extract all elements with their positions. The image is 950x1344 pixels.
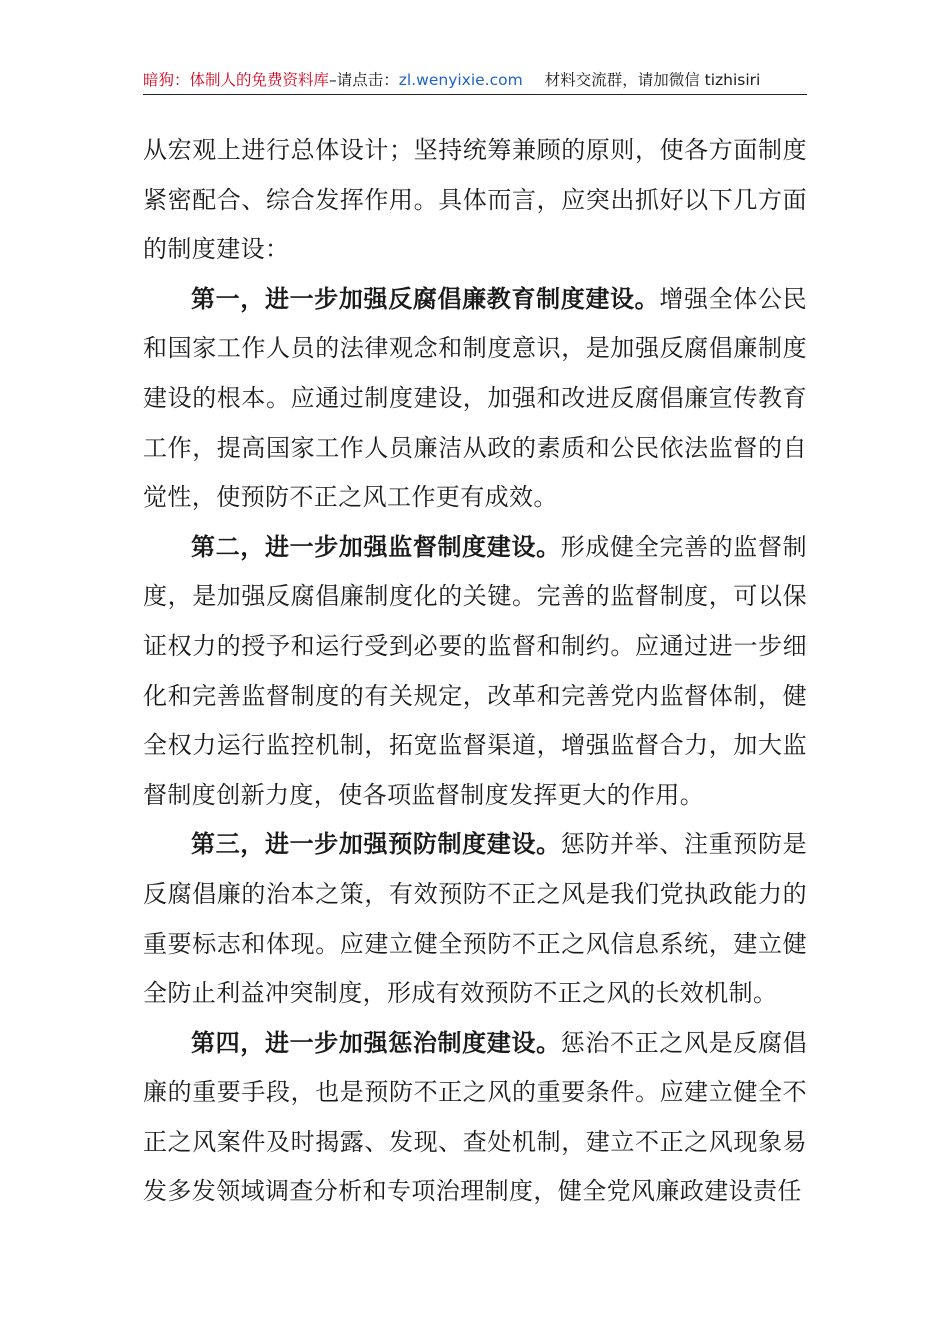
page-header	[143, 68, 807, 92]
header-brand: 暗狗：体制人的免费资料库	[143, 71, 330, 89]
header-group-note: 材料交流群，请加微信 tizhisiri	[544, 71, 761, 89]
header-divider	[143, 94, 807, 95]
header-url-link[interactable]: zl.wenyixie.com	[398, 71, 523, 89]
paragraph-text: 惩防并举、注重预防是反腐倡廉的治本之策，有效预防不正之风是我们党执政能力的重要标志和体现。应建立健全预防不正之风信息系统，建立健全防止利益冲突制度，形成有效预防不正之风的长效机制。	[143, 830, 807, 1008]
paragraph-third	[143, 820, 807, 1018]
header-prompt: –请点击：	[329, 71, 399, 89]
paragraph-text: 形成健全完善的监督制度，是加强反腐倡廉制度化的关键。完善的监督制度，可以保证权力的授予和运行受到必要的监督和制约。应通过进一步细化和完善监督制度的有关规定，改革和完善党内监督体制，健全权力运行监控机制，拓宽监督渠道，增强监督合力，加大监督制度创新力度，使各项监督制度发挥更大的作用。	[143, 532, 807, 809]
paragraph-heading: 第四，进一步加强惩治制度建设。	[191, 1028, 561, 1057]
paragraph-heading: 第一，进一步加强反腐倡廉教育制度建设。	[191, 284, 660, 313]
paragraph-second	[143, 523, 807, 821]
paragraph-heading: 第三，进一步加强预防制度建设。	[191, 830, 561, 859]
paragraph-text: 增强全体公民和国家工作人员的法律观念和制度意识，是加强反腐倡廉制度建设的根本。应通过制度建设，加强和改进反腐倡廉宣传教育工作，提高国家工作人员廉洁从政的素质和公民依法监督的自觉性，使预防不正之风工作更有成效。	[143, 284, 807, 512]
document-body	[143, 126, 807, 1217]
paragraph-text: 惩治不正之风是反腐倡廉的重要手段，也是预防不正之风的重要条件。应建立健全不正之风案件及时揭露、发现、查处机制，建立不正之风现象易发多发领域调查分析和专项治理制度，健全党风廉政建设责任	[143, 1028, 807, 1206]
lead-paragraph: 从宏观上进行总体设计；坚持统筹兼顾的原则，使各方面制度紧密配合、综合发挥作用。具体而言，应突出抓好以下几方面的制度建设：	[143, 136, 807, 264]
paragraph-first	[143, 275, 807, 523]
paragraph-heading: 第二，进一步加强监督制度建设。	[191, 532, 561, 561]
paragraph-fourth	[143, 1019, 807, 1217]
